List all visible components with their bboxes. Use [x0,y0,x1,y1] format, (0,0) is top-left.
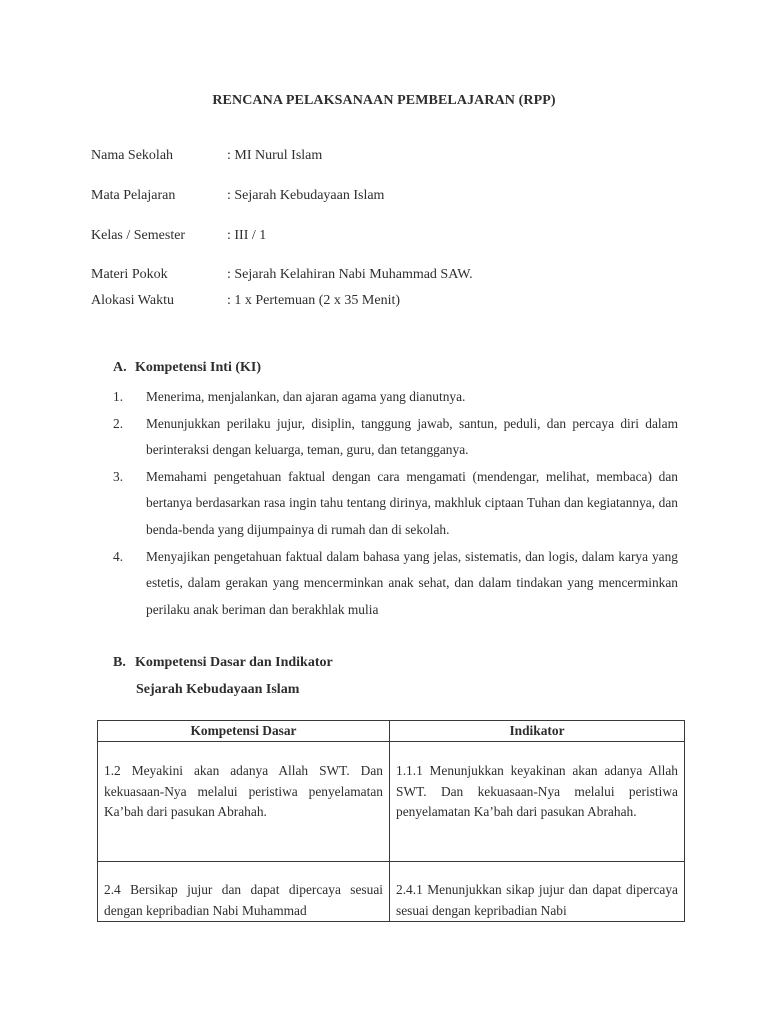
field-value: : Sejarah Kelahiran Nabi Muhammad SAW. [227,267,473,282]
page-bottom-margin [0,922,768,1024]
list-item [113,384,678,411]
section-b-subheading: Sejarah Kebudayaan Islam [136,682,300,697]
section-title: Kompetensi Dasar dan Indikator [135,655,333,670]
field-value: : III / 1 [227,228,267,243]
table-cell: 2.4 Bersikap jujur dan dapat dipercaya sesuai dengan kepribadian Nabi Muhammad [98,862,390,922]
table-header-cell: Kompetensi Dasar [98,721,390,742]
table-cell: 1.1.1 Menunjukkan keyakinan akan adanya Allah SWT. Dan kekuasaan-Nya melalui peristiwa penyelamatan Ka’bah dari pasukan Abrahah. [390,742,685,862]
list-item-text: Menerima, menjalankan, dan ajaran agama yang dianutnya. [146,389,466,404]
field-label: Nama Sekolah [91,148,174,163]
field-label: Kelas / Semester [91,228,186,243]
list-item-number: 2. [113,415,124,431]
kompetensi-dasar-table [97,720,685,922]
list-item [113,411,678,464]
section-letter: B. [113,655,126,670]
list-item-text: Menyajikan pengetahuan faktual dalam bahasa yang jelas, sistematis, dan logis, dalam karya yang estetis, dalam gerakan yang mencerminkan anak sehat, dan dalam tindakan yang mencerminkan perilaku anak beriman dan berakhlak mulia [146,548,678,617]
list-item [113,464,678,544]
list-item-number: 3. [113,468,124,484]
kompetensi-inti-list [113,384,678,623]
list-item [113,544,678,624]
list-item-text: Memahami pengetahuan faktual dengan cara mengamati (mendengar, melihat, membaca) dan bertanya berdasarkan rasa ingin tahu tentang dirinya, makhluk ciptaan Tuhan dan kegiatannya, dan benda-benda yang dijumpainya di rumah dan di sekolah. [146,468,678,537]
field-value: : 1 x Pertemuan (2 x 35 Menit) [227,293,401,308]
field-value: : MI Nurul Islam [227,148,323,163]
field-label: Alokasi Waktu [91,293,174,308]
table-header-row [98,721,685,742]
list-item-text: Menunjukkan perilaku jujur, disiplin, tanggung jawab, santun, peduli, dan percaya diri dalam berinteraksi dengan keluarga, teman, guru, dan tetangganya. [146,415,678,458]
table-row [98,862,685,922]
field-label: Materi Pokok [91,267,168,282]
table-cell: 2.4.1 Menunjukkan sikap jujur dan dapat dipercaya sesuai dengan kepribadian Nabi [390,862,685,922]
list-item-number: 4. [113,548,124,564]
field-label: Mata Pelajaran [91,188,176,203]
list-item-number: 1. [113,389,124,404]
table-cell: 1.2 Meyakini akan adanya Allah SWT. Dan kekuasaan-Nya melalui peristiwa penyelamatan Ka’bah dari pasukan Abrahah. [98,742,390,862]
table-row [98,742,685,862]
section-letter: A. [113,360,127,375]
document-title: RENCANA PELAKSANAAN PEMBELAJARAN (RPP) [212,93,556,108]
field-value: : Sejarah Kebudayaan Islam [227,188,385,203]
section-title: Kompetensi Inti (KI) [135,360,261,375]
table-header-cell: Indikator [390,721,685,742]
